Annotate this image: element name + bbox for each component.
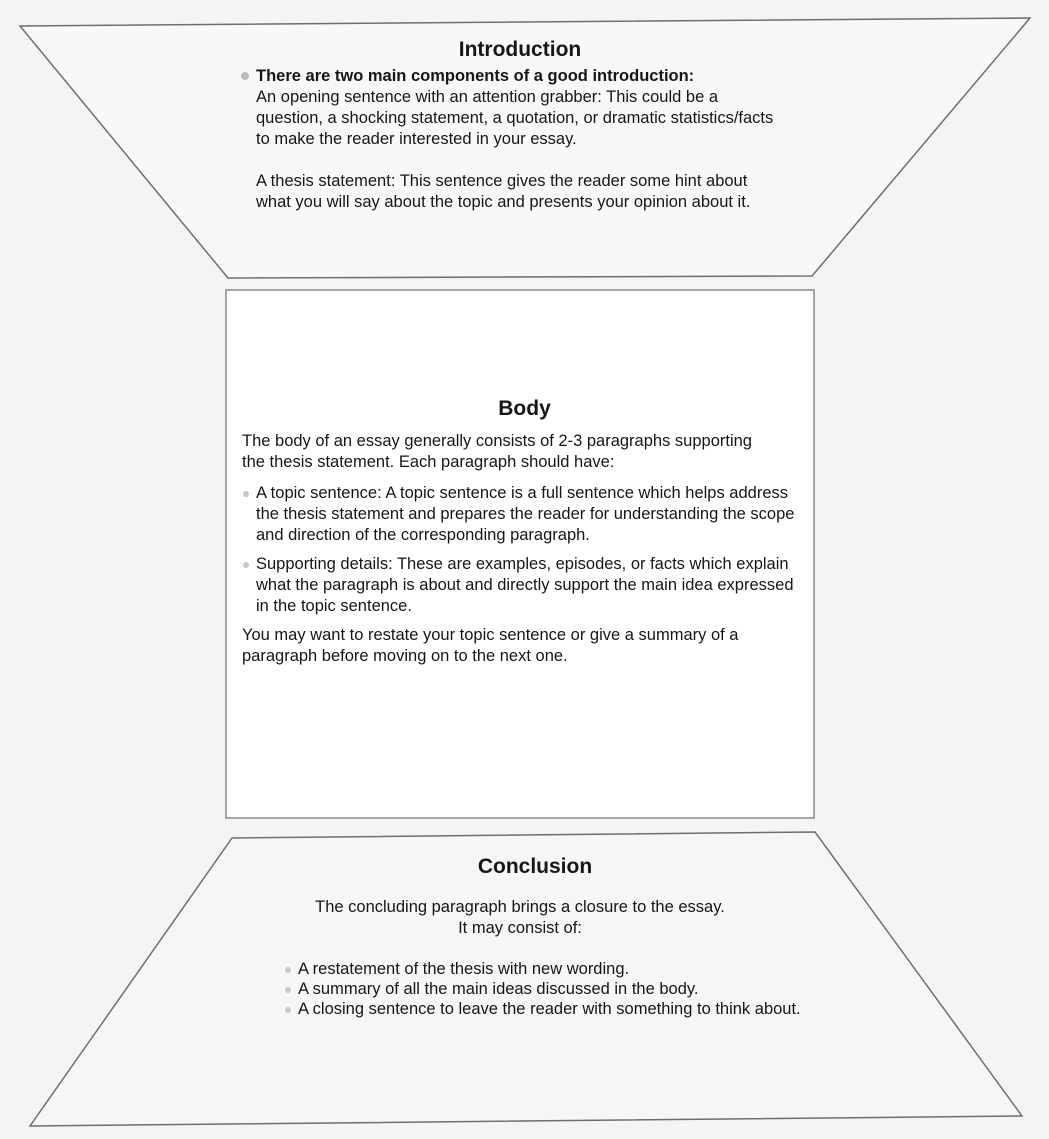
body-list-item: Supporting details: These are examples, episodes, or facts which explain what the paragraph is about and directly support the main idea expressed in the topic sentence. bbox=[242, 554, 804, 617]
conclusion-intro-line-1: The concluding paragraph brings a closure to the essay. bbox=[315, 898, 725, 916]
conclusion-intro-line-2: It may consist of: bbox=[458, 919, 582, 937]
body-list bbox=[242, 483, 807, 617]
body-title: Body bbox=[498, 397, 551, 420]
introduction-heading: There are two main components of a good introduction: bbox=[240, 66, 800, 87]
conclusion-intro bbox=[210, 897, 830, 939]
conclusion-section bbox=[240, 855, 860, 1019]
conclusion-list bbox=[240, 959, 860, 1019]
introduction-title: Introduction bbox=[458, 38, 582, 61]
introduction-section bbox=[240, 38, 800, 213]
introduction-paragraph-1: An opening sentence with an attention grabber: This could be a question, a shocking statement, a quotation, or dramatic statistics/facts to make the reader interested in your essay. bbox=[256, 88, 774, 148]
body-intro: The body of an essay generally consists of 2-3 paragraphs supporting the thesis statement. Each paragraph should have: bbox=[242, 432, 752, 471]
body-outro: You may want to restate your topic sentence or give a summary of a paragraph before moving on to the next one. bbox=[242, 626, 739, 665]
body-section bbox=[242, 397, 807, 667]
introduction-paragraph-2: A thesis statement: This sentence gives the reader some hint about what you will say about the topic and presents your opinion about it. bbox=[256, 172, 751, 211]
conclusion-list-item: A closing sentence to leave the reader with something to think about. bbox=[284, 999, 860, 1019]
body-list-item: A topic sentence: A topic sentence is a full sentence which helps address the thesis statement and prepares the reader for understanding the scope and direction of the corresponding paragraph. bbox=[242, 483, 804, 546]
conclusion-list-item: A summary of all the main ideas discussed in the body. bbox=[284, 979, 860, 999]
conclusion-title: Conclusion bbox=[477, 855, 593, 878]
conclusion-list-item: A restatement of the thesis with new wording. bbox=[284, 959, 860, 979]
